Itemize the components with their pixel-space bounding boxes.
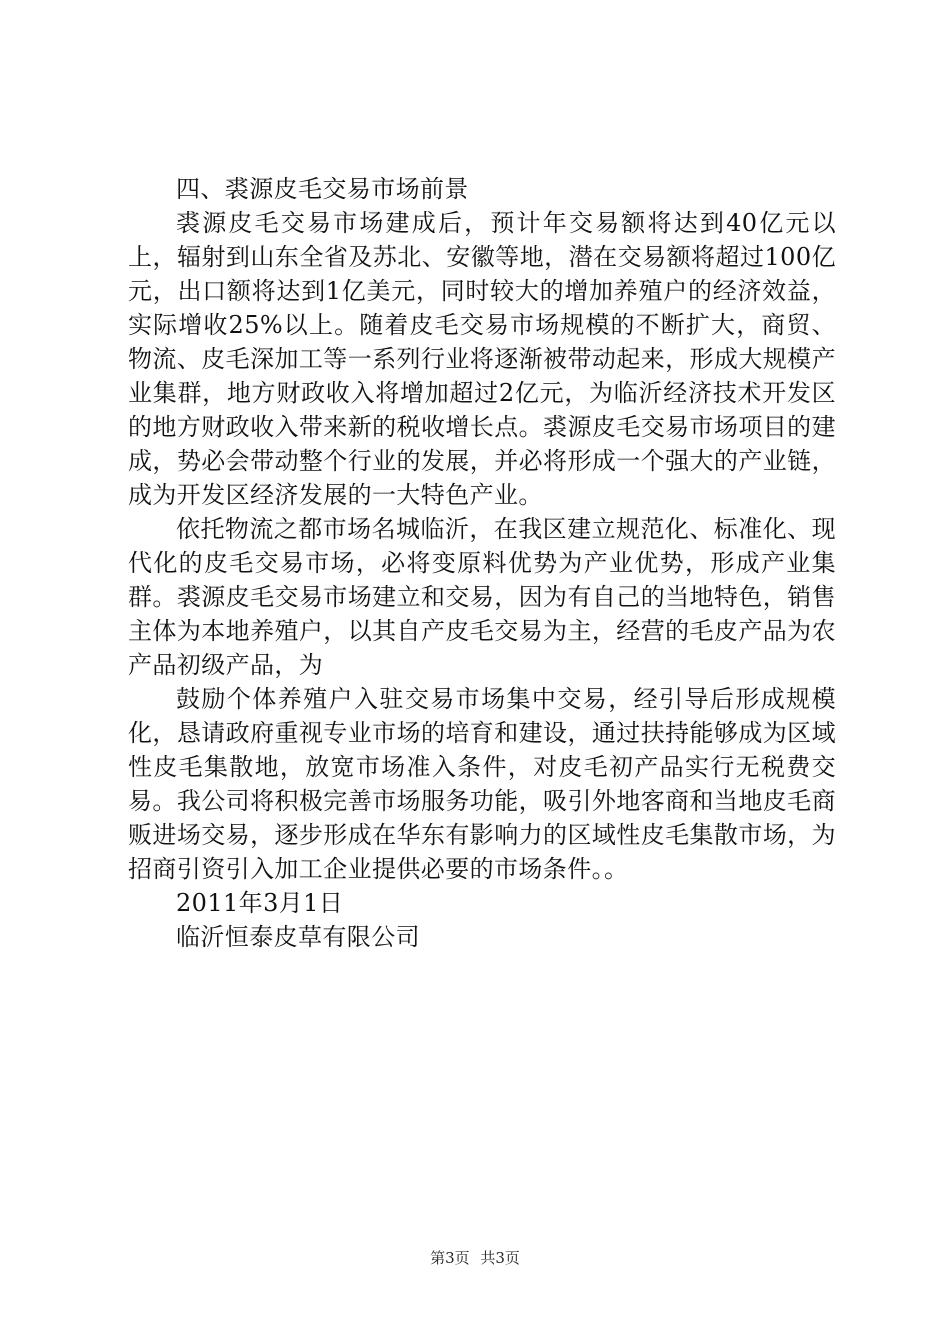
document-date: 2011年3月1日 bbox=[176, 889, 344, 917]
page-number-label: 第3页 共3页 bbox=[430, 1249, 520, 1267]
page-footer bbox=[0, 1248, 950, 1268]
paragraph-1: 裘源皮毛交易市场建成后，预计年交易额将达到40亿元以上，辐射到山东全省及苏北、安徽等地，潜在交易额将超过100亿元，出口额将达到1亿美元，同时较大的增加养殖户的经济效益，实际增收25%以上。随着皮毛交易市场规模的不断扩大，商贸、物流、皮毛深加工等一系列行业将逐渐被带动起来，形成大规模产业集群，地方财政收入将增加超过2亿元，为临沂经济技术开发区的地方财政收入带来新的税收增长点。裘源皮毛交易市场项目的建成，势必会带动整个行业的发展，并必将形成一个强大的产业链，成为开发区经济发展的一大特色产业。 bbox=[128, 209, 836, 509]
paragraph-3: 鼓励个体养殖户入驻交易市场集中交易，经引导后形成规模化，恳请政府重视专业市场的培育和建设，通过扶持能够成为区域性皮毛集散地，放宽市场准入条件，对皮毛初产品实行无税费交易。我公司将积极完善市场服务功能，吸引外地客商和当地皮毛商贩进场交易，逐步形成在华东有影响力的区域性皮毛集散市场，为招商引资引入加工企业提供必要的市场条件。。 bbox=[128, 685, 836, 883]
document-body bbox=[128, 172, 836, 954]
company-name: 临沂恒泰皮草有限公司 bbox=[176, 923, 420, 951]
section-heading: 四、裘源皮毛交易市场前景 bbox=[176, 175, 469, 203]
paragraph-2: 依托物流之都市场名城临沂，在我区建立规范化、标准化、现代化的皮毛交易市场，必将变原料优势为产业优势，形成产业集群。裘源皮毛交易市场建立和交易，因为有自己的当地特色，销售主体为本地养殖户，以其自产皮毛交易为主，经营的毛皮产品为农产品初级产品，为 bbox=[128, 515, 836, 679]
